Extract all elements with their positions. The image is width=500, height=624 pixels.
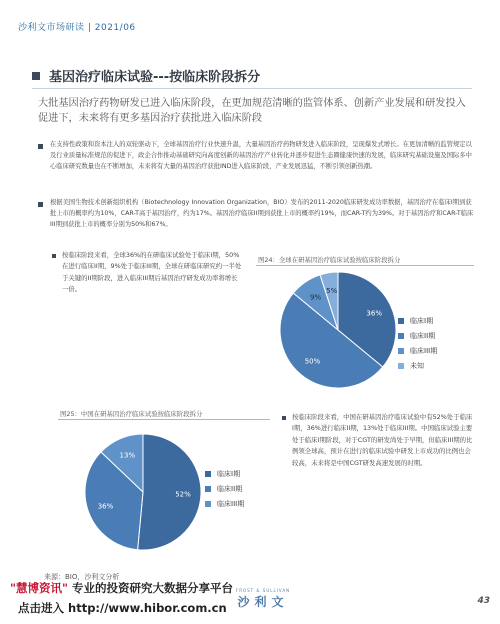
pie-data-label: 52% xyxy=(175,490,191,499)
pie-data-label: 36% xyxy=(97,502,114,511)
pie-chart-china xyxy=(83,432,203,552)
legend-china xyxy=(205,466,244,511)
bullet-square-icon xyxy=(52,254,56,258)
pie-slice xyxy=(138,434,201,550)
bullet-text: 在支持性政策和资本注入的双轮驱动下，全球基因治疗行业快速升温，大量基因治疗药物研发进入临床阶段，呈现爆发式增长。在更加清晰的监管规定以及行业质量标准规范的促进下，政企合作推动基础研究向高度创新的基因治疗产业转化并逐步促进生态圈健康快速的发展，临床研究基础设施及国际多中心临床研究数量也在不断增加，未来将有大量的基因治疗获批IND进入临床阶段，产业发展迅猛，不断引领创新热潮。 xyxy=(50,141,472,170)
publisher-watermark xyxy=(228,588,298,610)
bullet-square-icon xyxy=(38,144,43,149)
lead-paragraph: 大批基因治疗药物研发已进入临床阶段，在更加规范清晰的监管体系、创新产业发展和研发投入促进下，未来将有更多基因治疗获批进入临床阶段 xyxy=(38,98,466,124)
promo-link-label: 点击进入 xyxy=(18,601,64,615)
legend-item xyxy=(398,313,437,328)
legend-item xyxy=(398,358,437,373)
watermark-en: FROST & SULLIVAN xyxy=(235,588,291,593)
legend-item xyxy=(398,343,437,358)
legend-label: 临床III期 xyxy=(217,499,245,508)
legend-label: 临床I期 xyxy=(410,316,434,325)
sub-bullet-text: 按临床阶段来看，全球36%的在研临床试验处于临床I期，50%在进行临床II期，9%处于临床III期，全球在研临床研究约一半处于关键的II期阶段，进入临床III期后基因治疗研发成功率将增长一倍。 xyxy=(62,251,242,294)
promo-url-link[interactable]: http://www.hibor.com.cn xyxy=(68,601,227,615)
legend-label: 临床III期 xyxy=(410,346,438,355)
legend-swatch xyxy=(205,501,211,507)
pie-data-label: 13% xyxy=(119,451,136,460)
pie-data-label: 9% xyxy=(309,293,322,302)
legend-label: 临床II期 xyxy=(217,484,243,493)
bullet-square-icon xyxy=(38,202,43,207)
section-heading xyxy=(32,66,260,85)
legend-item xyxy=(205,496,244,511)
legend-label: 未知 xyxy=(410,361,424,370)
bullet-item xyxy=(38,140,474,172)
sub-bullet-right xyxy=(282,412,474,469)
promo-brand: "慧博资讯" xyxy=(10,581,68,595)
title-square-icon xyxy=(32,72,40,80)
legend-swatch xyxy=(398,318,404,324)
legend-global xyxy=(398,313,437,373)
running-head: 沙利文市场研读 | 2021/06 xyxy=(18,23,136,33)
figure-24-title: 图24：全球在研基因治疗临床试验按临床阶段拆分 xyxy=(258,256,401,264)
title-divider xyxy=(32,88,472,89)
pie-data-label: 50% xyxy=(304,357,321,366)
promo-banner xyxy=(10,580,233,596)
section-title: 基因治疗临床试验---按临床阶段拆分 xyxy=(49,70,261,85)
legend-swatch xyxy=(398,333,404,339)
pie-data-label: 5% xyxy=(326,287,338,295)
figure-24-rule xyxy=(256,265,474,266)
legend-item xyxy=(205,481,244,496)
legend-item xyxy=(205,466,244,481)
sub-bullet-text: 按临床阶段来看，中国在研基因治疗临床试验中有52%处于临床I期，36%进行临床II期，13%处于临床III期。中国临床试验主要处于临床I期阶段，对于CGT的研发尚处于早期，但临床III期的比例领全球高，预计在进行的临床试验中研发上市成功的比例也会较高，未来将是中国CGT研发高速发展的时期。 xyxy=(292,413,473,467)
sub-bullet-left xyxy=(52,250,242,296)
page-number: 43 xyxy=(477,596,490,606)
pie-data-label: 36% xyxy=(366,309,382,318)
bullet-text: 根据美国生物技术创新组织机构（Biotechnology Innovation Organization，BIO）发布的2011-2020临床研发成功率数据，基因治疗在临床I期到获批上市的概率约为10%，CAR-T高于基因治疗，约为17%。基因治疗临床II期到获批上市的概率约19%，而CAR-T约为39%。对于基因治疗和CAR-T临床III期到获批上市的概率分别为50%和67%。 xyxy=(50,199,474,228)
legend-swatch xyxy=(398,363,404,369)
legend-item xyxy=(398,328,437,343)
legend-swatch xyxy=(398,348,404,354)
legend-swatch xyxy=(205,486,211,492)
legend-label: 临床I期 xyxy=(217,469,241,478)
bullet-square-icon xyxy=(282,416,286,420)
promo-link-line xyxy=(18,600,227,616)
pie-chart-global xyxy=(278,270,398,390)
figure-25-rule xyxy=(58,419,270,420)
legend-swatch xyxy=(205,471,211,477)
source-note: 来源：BIO，沙利文分析 xyxy=(44,573,120,581)
watermark-cn: 沙利文 xyxy=(237,595,289,609)
promo-text: 专业的投资研究大数据分享平台 xyxy=(72,581,233,595)
legend-label: 临床II期 xyxy=(410,331,436,340)
bullet-item xyxy=(38,198,474,230)
figure-25-title: 图25：中国在研基因治疗临床试验按临床阶段拆分 xyxy=(60,410,203,418)
